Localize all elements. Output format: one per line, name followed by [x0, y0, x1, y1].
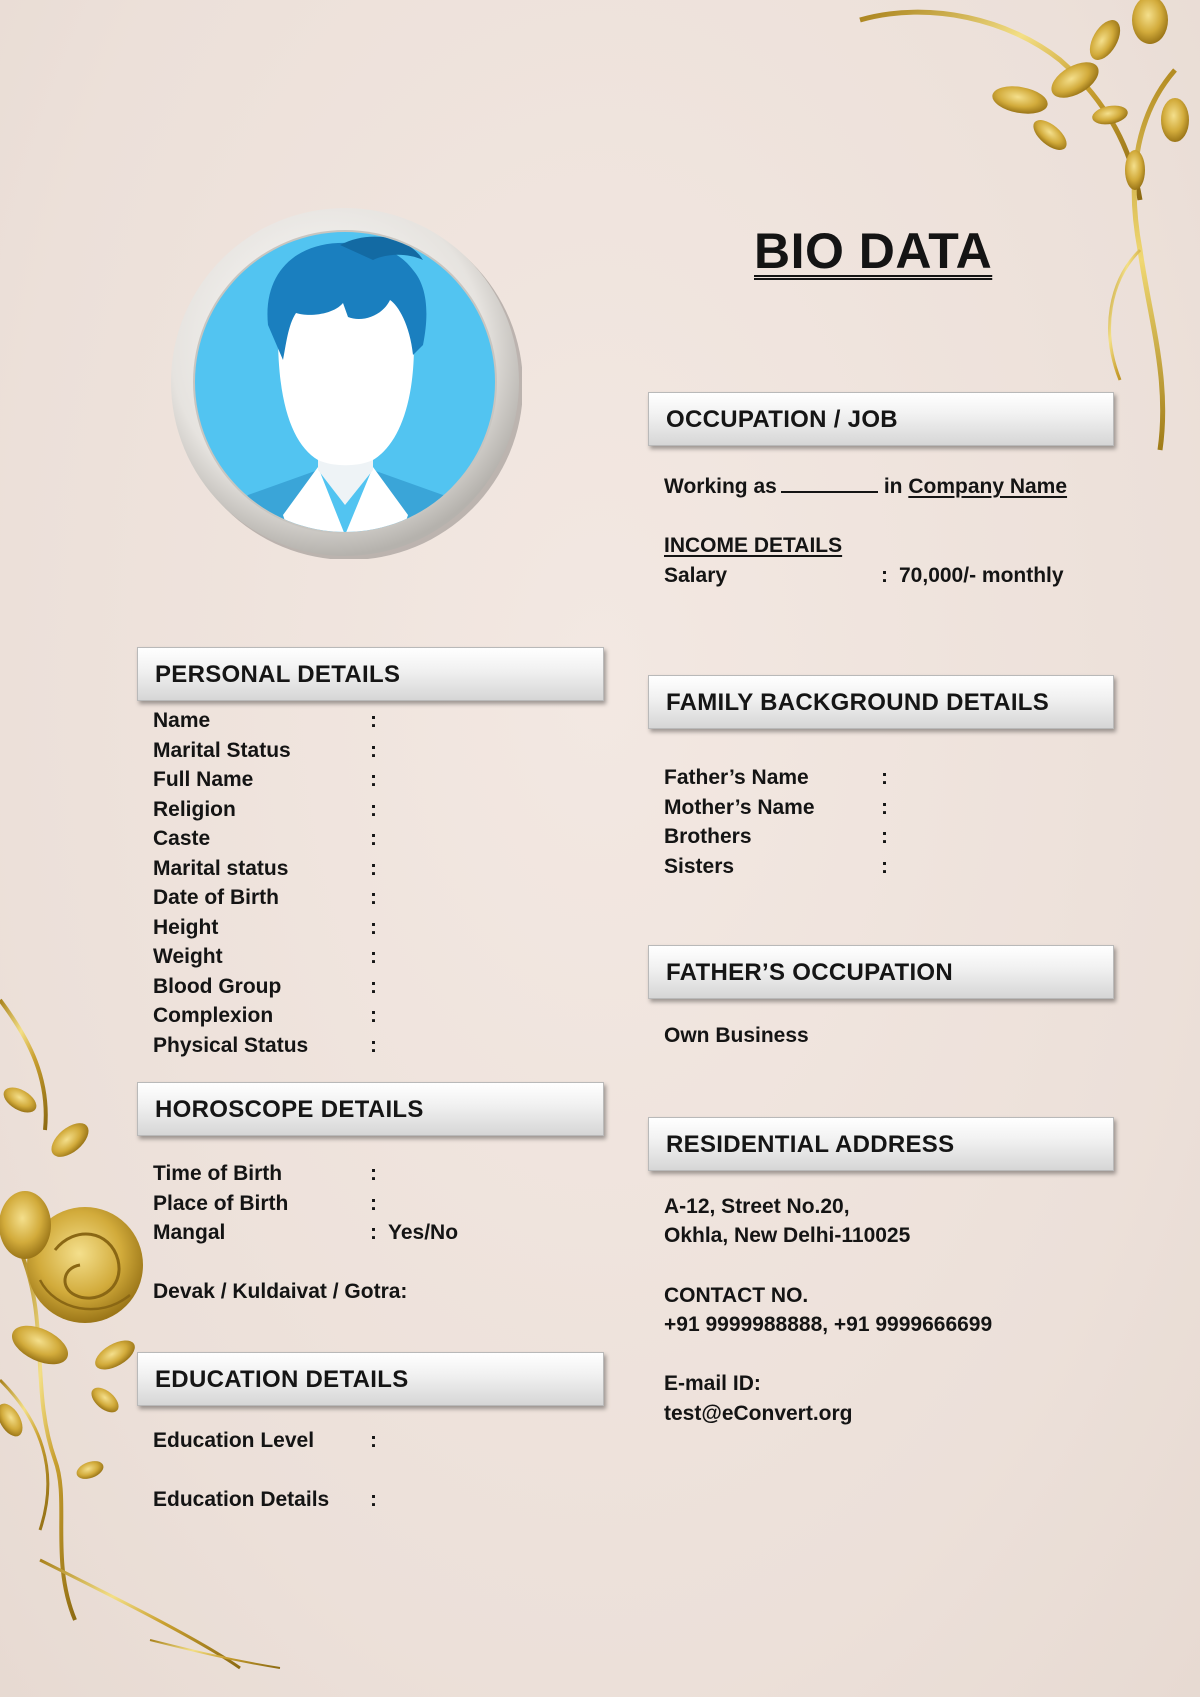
detail-colon: :	[370, 1191, 377, 1215]
detail-label: Weight	[153, 945, 223, 968]
detail-label: Brothers	[664, 825, 752, 848]
detail-row	[153, 1031, 553, 1061]
section-header-address: RESIDENTIAL ADDRESS	[648, 1117, 1114, 1171]
detail-colon: :	[881, 795, 888, 819]
section-header-father-occupation: FATHER’S OCCUPATION	[648, 945, 1114, 999]
detail-colon: :	[370, 1004, 377, 1027]
page-title: BIO DATA	[754, 223, 993, 279]
contact-label: CONTACT NO.	[664, 1284, 809, 1307]
detail-value: Yes/No	[388, 1221, 459, 1244]
detail-label: Education Level	[153, 1429, 315, 1452]
detail-row	[153, 1001, 553, 1031]
detail-row	[153, 706, 553, 736]
detail-colon: :	[370, 1221, 377, 1244]
detail-colon: :	[370, 1033, 377, 1057]
detail-colon: :	[881, 825, 888, 848]
detail-label: Complexion	[153, 1004, 274, 1027]
detail-row	[153, 795, 553, 825]
salary-colon: :	[881, 564, 888, 587]
detail-label: Education Details	[153, 1488, 330, 1511]
detail-colon: :	[370, 945, 377, 968]
detail-row	[153, 1159, 553, 1189]
detail-colon: :	[370, 974, 377, 998]
detail-label: Date of Birth	[153, 886, 279, 909]
section-header-personal: PERSONAL DETAILS	[137, 647, 604, 701]
email-value: test@eConvert.org	[664, 1402, 853, 1425]
detail-colon: :	[370, 1162, 377, 1185]
detail-colon: :	[370, 1429, 377, 1452]
detail-row	[153, 765, 553, 795]
working-as-line	[664, 472, 1067, 502]
detail-label: Father’s Name	[664, 766, 809, 789]
detail-row	[153, 913, 553, 943]
person-avatar-icon	[168, 205, 522, 559]
detail-row	[153, 972, 553, 1002]
detail-row	[664, 822, 1064, 852]
detail-label: Name	[153, 709, 211, 732]
detail-label: Full Name	[153, 768, 254, 791]
detail-label: Marital Status	[153, 738, 291, 762]
in-label: in	[883, 475, 903, 498]
detail-colon: :	[370, 886, 377, 909]
detail-row	[153, 1189, 553, 1219]
detail-label: Mother’s Name	[664, 795, 815, 819]
address-line-2: Okhla, New Delhi-110025	[664, 1224, 911, 1247]
detail-colon: :	[370, 738, 377, 762]
detail-colon: :	[370, 915, 377, 939]
salary-label: Salary	[664, 564, 728, 587]
detail-row	[664, 763, 1064, 793]
detail-row	[664, 852, 1064, 882]
detail-row	[153, 854, 553, 884]
detail-label: Sisters	[664, 854, 735, 878]
horoscope-details-list	[153, 1159, 553, 1248]
section-header-horoscope: HOROSCOPE DETAILS	[137, 1082, 604, 1136]
detail-row	[153, 824, 553, 854]
salary-value: 70,000/- monthly	[899, 564, 1064, 587]
section-header-occupation: OCCUPATION / JOB	[648, 392, 1114, 446]
detail-row	[153, 1426, 553, 1485]
detail-colon: :	[370, 1488, 377, 1511]
detail-colon: :	[370, 709, 377, 732]
contact-value: +91 9999988888, +91 9999666699	[664, 1313, 993, 1336]
detail-row	[153, 883, 553, 913]
detail-row	[153, 736, 553, 766]
detail-colon: :	[881, 766, 888, 789]
section-header-family: FAMILY BACKGROUND DETAILS	[648, 675, 1114, 729]
family-details-list	[664, 763, 1064, 881]
devak-kuldaivat-gotra: Devak / Kuldaivat / Gotra:	[153, 1280, 408, 1303]
detail-label: Religion	[153, 797, 236, 821]
education-details-list	[153, 1426, 553, 1544]
detail-label: Blood Group	[153, 974, 282, 998]
address-line-1: A-12, Street No.20,	[664, 1195, 850, 1218]
detail-colon: :	[370, 856, 377, 880]
detail-label: Place of Birth	[153, 1191, 289, 1215]
father-occupation-value: Own Business	[664, 1024, 809, 1047]
detail-colon: :	[881, 854, 888, 878]
detail-label: Physical Status	[153, 1033, 309, 1057]
detail-colon: :	[370, 797, 377, 821]
detail-row	[153, 1218, 553, 1248]
detail-label: Marital status	[153, 856, 289, 880]
detail-label: Time of Birth	[153, 1162, 283, 1185]
job-title-blank	[781, 473, 878, 493]
company-name: Company Name	[908, 475, 1068, 498]
working-as-label: Working as	[664, 475, 777, 498]
detail-row	[153, 1485, 553, 1544]
detail-label: Height	[153, 915, 219, 939]
detail-row	[153, 942, 553, 972]
personal-details-list	[153, 706, 553, 1060]
email-label: E-mail ID:	[664, 1372, 761, 1395]
detail-colon: :	[370, 768, 377, 791]
detail-label: Caste	[153, 827, 211, 850]
income-details-heading: INCOME DETAILS	[664, 534, 843, 557]
section-header-education: EDUCATION DETAILS	[137, 1352, 604, 1406]
detail-label: Mangal	[153, 1221, 226, 1244]
detail-row	[664, 793, 1064, 823]
detail-colon: :	[370, 827, 377, 850]
